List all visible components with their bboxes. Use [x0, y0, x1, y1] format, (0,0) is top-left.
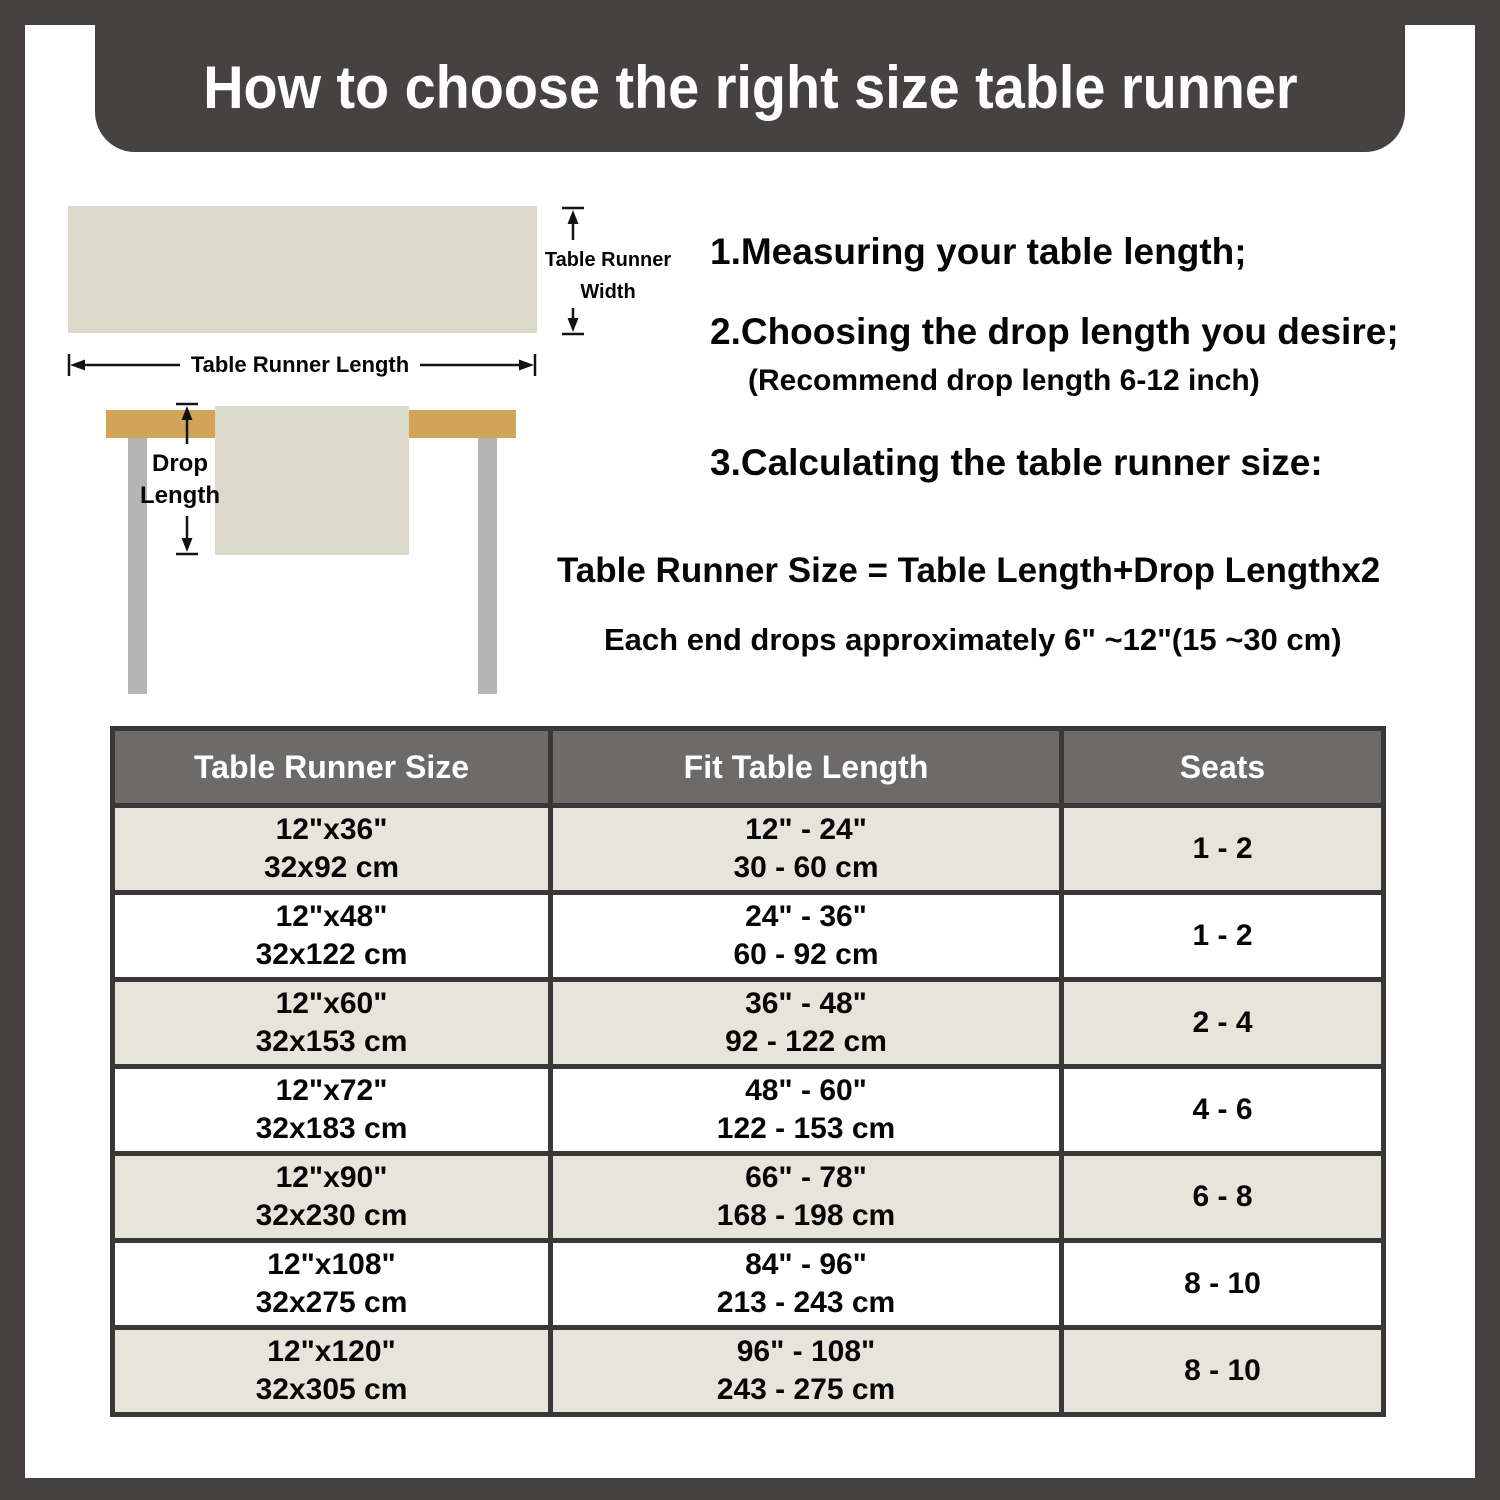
fit-cm: 122 - 153 cm — [716, 1112, 896, 1145]
width-label-line1: Table Runner — [544, 249, 672, 271]
cell-seats: 6 - 8 — [1062, 1154, 1384, 1241]
size-cm: 32x183 cm — [255, 1112, 408, 1145]
cell-runner-size — [113, 1154, 551, 1241]
fit-cm: 213 - 243 cm — [716, 1286, 896, 1319]
cell-fit-length — [551, 1067, 1062, 1154]
table-row — [113, 1328, 1384, 1415]
fit-inches: 84" - 96" — [745, 1248, 867, 1281]
size-cm: 32x153 cm — [255, 1025, 408, 1058]
cell-fit-length — [551, 806, 1062, 893]
size-cm: 32x275 cm — [255, 1286, 408, 1319]
page-title: How to choose the right size table runner — [202, 53, 1298, 121]
cell-seats: 1 - 2 — [1062, 893, 1384, 980]
cell-runner-size — [113, 1241, 551, 1328]
table-row — [113, 980, 1384, 1067]
header-seats: Seats — [1062, 729, 1384, 806]
step-2-note: (Recommend drop length 6-12 inch) — [748, 364, 1260, 397]
cell-seats: 8 - 10 — [1062, 1328, 1384, 1415]
drop-length-label — [138, 448, 222, 512]
table-header-row — [113, 729, 1384, 806]
cell-runner-size — [113, 1328, 551, 1415]
cell-seats: 4 - 6 — [1062, 1067, 1384, 1154]
cell-seats: 2 - 4 — [1062, 980, 1384, 1067]
cell-runner-size — [113, 893, 551, 980]
cell-fit-length — [551, 1154, 1062, 1241]
fit-inches: 96" - 108" — [736, 1335, 876, 1368]
drop-label-line1: Drop — [152, 450, 208, 477]
drop-label-line2: Length — [140, 482, 220, 509]
cell-seats: 8 - 10 — [1062, 1241, 1384, 1328]
size-cm: 32x305 cm — [255, 1373, 408, 1406]
fit-inches: 24" - 36" — [745, 900, 867, 933]
width-label-line2: Width — [580, 281, 636, 303]
cell-runner-size — [113, 980, 551, 1067]
size-cm: 32x230 cm — [255, 1199, 408, 1232]
fit-inches: 66" - 78" — [745, 1161, 867, 1194]
fit-cm: 60 - 92 cm — [733, 938, 879, 971]
title-banner — [95, 0, 1405, 152]
cell-fit-length — [551, 1241, 1062, 1328]
length-label: Table Runner Length — [180, 350, 420, 380]
size-inches: 12"x48" — [275, 900, 388, 933]
table-row — [113, 893, 1384, 980]
step-1: 1.Measuring your table length; — [710, 231, 1247, 272]
size-inches: 12"x90" — [275, 1161, 388, 1194]
size-chart-table — [110, 726, 1386, 1417]
step-3: 3.Calculating the table runner size: — [710, 442, 1323, 483]
cell-runner-size — [113, 1067, 551, 1154]
header-runner-size: Table Runner Size — [113, 729, 551, 806]
table-row — [113, 1154, 1384, 1241]
table-row — [113, 1067, 1384, 1154]
fit-cm: 243 - 275 cm — [716, 1373, 896, 1406]
size-inches: 12"x120" — [267, 1335, 396, 1368]
size-cm: 32x92 cm — [263, 851, 400, 884]
formula-note: Each end drops approximately 6" ~12"(15 ~30 cm) — [604, 622, 1342, 657]
size-formula: Table Runner Size = Table Length+Drop Lengthx2 — [557, 551, 1381, 590]
width-label — [538, 244, 678, 308]
cell-runner-size — [113, 806, 551, 893]
step-2: 2.Choosing the drop length you desire; — [710, 311, 1399, 352]
fit-cm: 30 - 60 cm — [733, 851, 879, 884]
size-inches: 12"x72" — [275, 1074, 388, 1107]
cell-fit-length — [551, 893, 1062, 980]
cell-fit-length — [551, 980, 1062, 1067]
fit-inches: 36" - 48" — [745, 987, 867, 1020]
size-cm: 32x122 cm — [255, 938, 408, 971]
size-inches: 12"x36" — [275, 813, 388, 846]
size-inches: 12"x108" — [267, 1248, 396, 1281]
cell-seats: 1 - 2 — [1062, 806, 1384, 893]
fit-cm: 92 - 122 cm — [725, 1025, 887, 1058]
fit-cm: 168 - 198 cm — [716, 1199, 896, 1232]
table-row — [113, 1241, 1384, 1328]
header-fit-length: Fit Table Length — [551, 729, 1062, 806]
table-row — [113, 806, 1384, 893]
size-inches: 12"x60" — [275, 987, 388, 1020]
fit-inches: 12" - 24" — [745, 813, 867, 846]
fit-inches: 48" - 60" — [745, 1074, 867, 1107]
cell-fit-length — [551, 1328, 1062, 1415]
